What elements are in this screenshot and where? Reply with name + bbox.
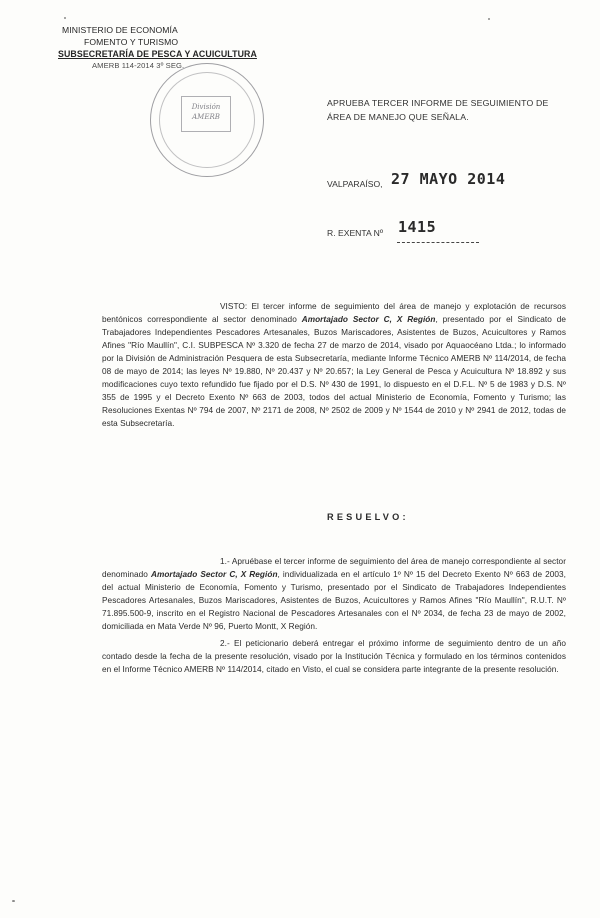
date-value: 27 MAYO 2014	[391, 170, 506, 188]
stamp-box-line1: División	[191, 103, 221, 111]
res2-text: 2.- El peticionario deberá entregar el próximo informe de seguimiento dentro de un año contado desde la fecha de la presente resolución, visado por la Institución Técnica y formulado en los términos contenidos en el Informe Técnico AMERB Nº 114/2014, citado en Visto, el cual se considera parte integrante de la presente resolución.	[102, 639, 566, 675]
letterhead	[58, 24, 258, 72]
res1-sector-name: Amortajado Sector C, X Región	[150, 570, 278, 580]
scan-speck	[488, 18, 490, 20]
res1-rest: , individualizada en el artículo 1º Nº 15 del Decreto Exento Nº 663 de 2003, del actual Ministerio de Economía, Fomento y Turismo, presentado por el Sindicato de Trabajadores Independientes Pescadores Artesanales, Buzos Mariscadores, Asistentes de Buzos, Acuicultores y Ramos Afines "Río Maullín", R.U.T. Nº 71.895.500-9, inscrito en el Registro Nacional de Pescadores Artesanales con el Nº 2034, de fecha 23 de mayo de 2002, domiciliada en Mata Verde Nº 96, Puerto Montt, X Región.	[102, 570, 567, 632]
exenta-underline	[397, 242, 479, 243]
visto-lead: VISTO: El tercer informe de seguimiento del área de manejo y explotación de recursos bentónicos correspondiente al sector denominado	[102, 302, 566, 325]
visto-sector-name: Amortajado Sector C, X Región	[301, 315, 436, 325]
exenta-label: R. EXENTA Nº	[327, 228, 383, 238]
letterhead-reference: AMERB 114-2014 3º SEG.	[92, 61, 185, 70]
exenta-line	[327, 217, 567, 245]
resolution-subject: APRUEBA TERCER INFORME DE SEGUIMIENTO DE ÁREA DE MANEJO QUE SEÑALA.	[327, 98, 549, 122]
date-line	[327, 168, 567, 198]
res1-lead: 1.- Apruébase el tercer informe de seguimiento del área de manejo correspondiente al sector denominado	[102, 557, 566, 580]
visto-paragraph	[102, 300, 566, 430]
stamp-box-line2: AMERB	[192, 113, 220, 121]
resuelvo-heading: RESUELVO:	[327, 512, 409, 522]
stamp-inner-box	[181, 96, 231, 132]
exenta-number: 1415	[398, 218, 437, 236]
date-label: VALPARAÍSO,	[327, 179, 383, 189]
scan-speck	[64, 17, 66, 19]
resolution-item-2	[102, 637, 566, 676]
letterhead-fomento: FOMENTO Y TURISMO	[84, 37, 179, 47]
official-stamp	[150, 63, 264, 177]
scan-speck	[12, 900, 15, 902]
resolution-item-1	[102, 555, 566, 633]
letterhead-subsecretaria: SUBSECRETARÍA DE PESCA Y ACUICULTURA	[58, 49, 257, 59]
visto-rest: , presentado por el Sindicato de Trabajadores Independientes Pescadores Artesanales, Buzos Mariscadores, Asistentes de Buzos, Acuicultores y Ramos Afines "Río Maullín", C.I. SUBPESCA Nº 3.320 de fecha 27 de marzo de 2014, visado por Aquaocéano Ltda.; lo informado por la División de Administración Pesquera de esta Subsecretaría, mediante Informe Técnico AMERB Nº 114/2014, de fecha 08 de mayo de 2014; las leyes Nº 19.880, Nº 20.437 y Nº 20.657; la Ley General de Pesca y Acuicultura Nº 18.892 y sus modificaciones cuyo texto refundido fue fijado por el D.S. Nº 430 de 1991, lo dispuesto en el D.F.L. Nº 5 de 1983 y D.S. Nº 355 de 1995 y el Decreto Exento Nº 663 de 2003, todos del actual Ministerio de Economía, Fomento y Turismo; las Resoluciones Exentas Nº 794 de 2007, Nº 2171 de 2008, Nº 2502 de 2009 y Nº 1544 de 2010 y Nº 2941 de 2012, todas de esta Subsecretaría.	[102, 315, 567, 429]
letterhead-ministry: MINISTERIO DE ECONOMÍA	[62, 25, 178, 35]
